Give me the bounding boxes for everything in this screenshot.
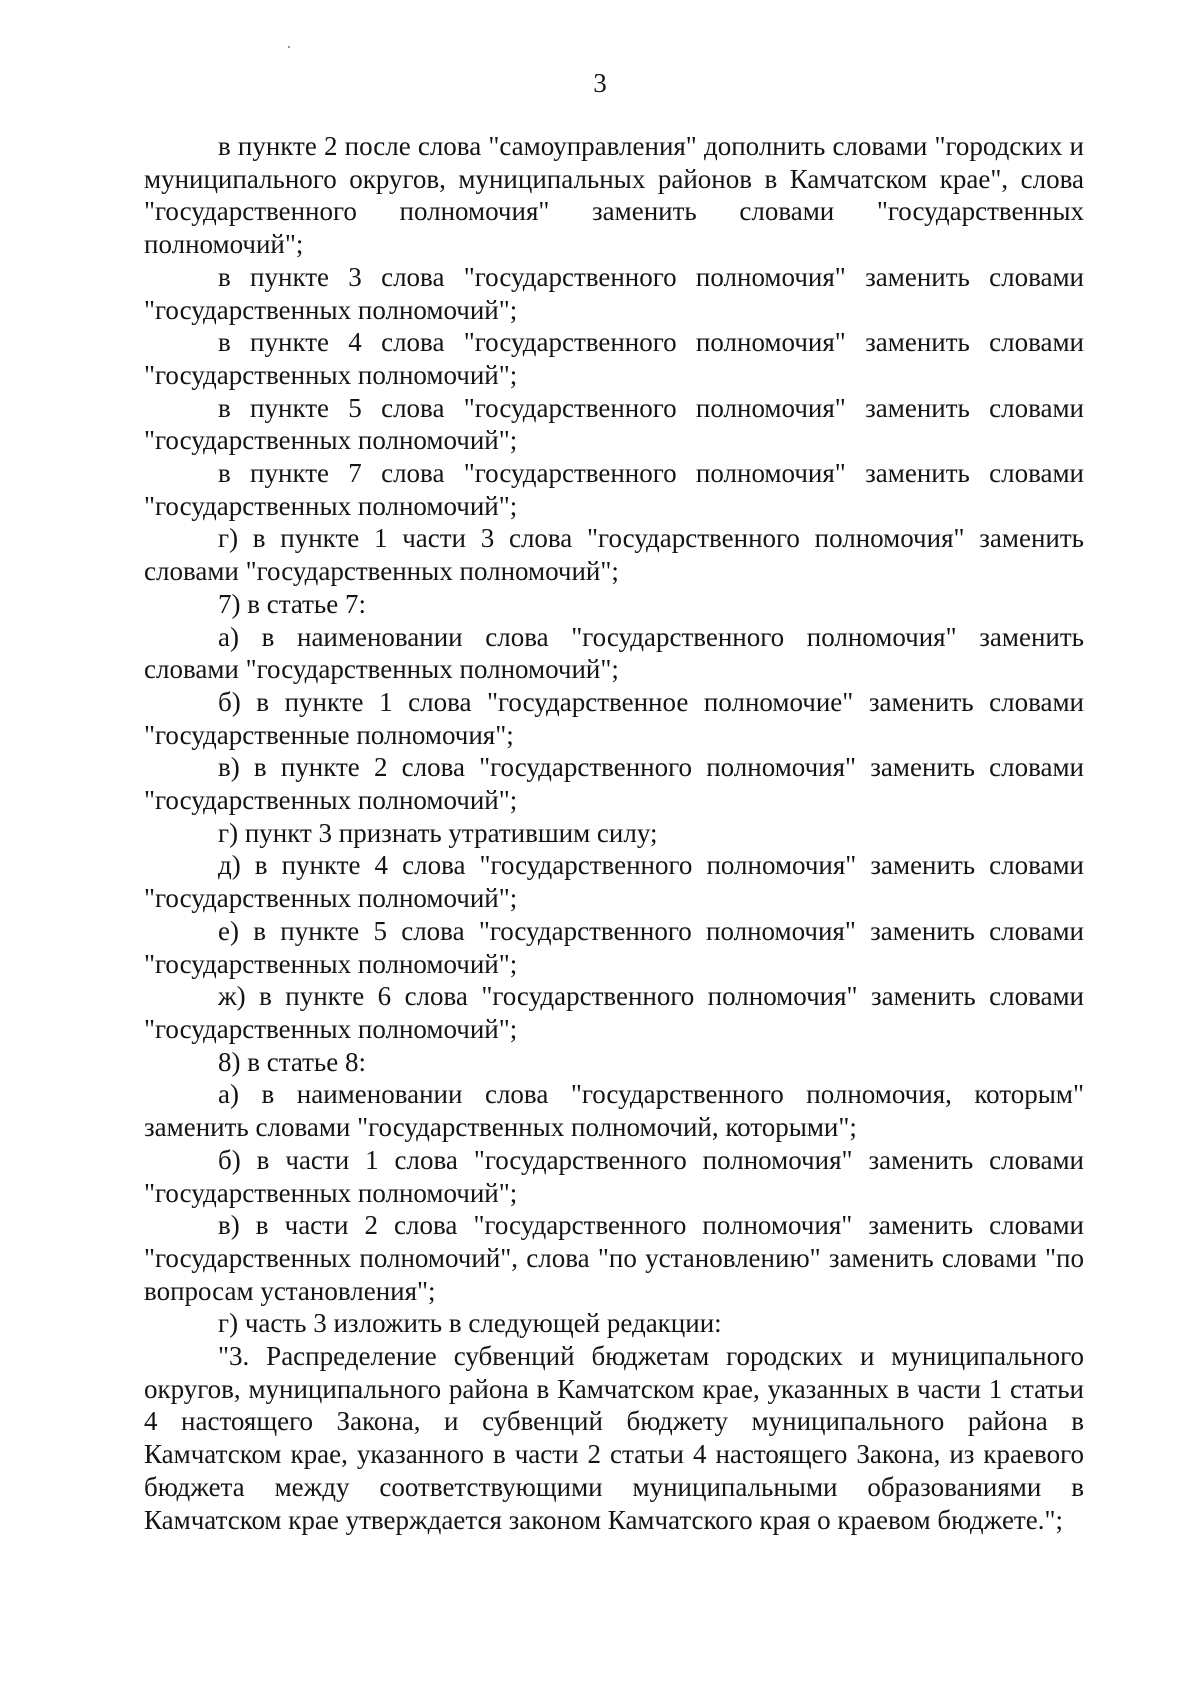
paragraph: в пункте 2 после слова "самоуправления" дополнить словами "городских и муниципального округов, муниципальных районов в Камчатском крае", слова "государственного полномочия" заменить словами "государственных полномочий"; bbox=[144, 131, 1084, 260]
paragraph: в пункте 7 слова "государственного полномочия" заменить словами "государственных полномочий"; bbox=[144, 458, 1084, 521]
paragraph: г) пункт 3 признать утратившим силу; bbox=[218, 817, 658, 848]
paragraph: в пункте 5 слова "государственного полномочия" заменить словами "государственных полномочий"; bbox=[144, 392, 1084, 456]
paragraph: а) в наименовании слова "государственного полномочия, которым" заменить словами "государственных полномочий, которыми"; bbox=[144, 1079, 1084, 1143]
paragraph: а) в наименовании слова "государственного полномочия" заменить словами "государственных полномочий"; bbox=[144, 621, 1084, 685]
paragraph: г) часть 3 изложить в следующей редакции: bbox=[218, 1308, 722, 1339]
paragraph: "3. Распределение субвенций бюджетам городских и муниципального округов, муниципального района в Камчатском крае, указанных в части 1 статьи 4 настоящего Закона, и субвенций бюджету муниципального района в Камчатском крае, указанного в части 2 статьи 4 настоящего Закона, из краевого бюджета между соответствующими муниципальными образованиями в Камчатском крае утверждается законом Камчатского края о краевом бюджете."; bbox=[144, 1341, 1084, 1535]
paragraph: е) в пункте 5 слова "государственного полномочия" заменить словами "государственных полномочий"; bbox=[144, 915, 1084, 979]
paragraph: б) в части 1 слова "государственного полномочия" заменить словами "государственных полномочий"; bbox=[144, 1144, 1084, 1208]
page-number: 3 bbox=[593, 68, 607, 98]
paragraph: 8) в статье 8: bbox=[218, 1046, 366, 1077]
paragraph: д) в пункте 4 слова "государственного полномочия" заменить словами "государственных полномочий"; bbox=[144, 850, 1084, 914]
paragraph: г) в пункте 1 части 3 слова "государственного полномочия" заменить словами "государственных полномочий"; bbox=[144, 523, 1084, 587]
paragraph: в пункте 4 слова "государственного полномочия" заменить словами "государственных полномочий"; bbox=[144, 327, 1084, 390]
paragraph: в) в пункте 2 слова "государственного полномочия" заменить словами "государственных полномочий"; bbox=[144, 752, 1084, 816]
document-body bbox=[144, 130, 1084, 1536]
paragraph: в) в части 2 слова "государственного полномочия" заменить словами "государственных полномочий", слова "по установлению" заменить словами "по вопросам установления"; bbox=[144, 1210, 1084, 1306]
paragraph: ж) в пункте 6 слова "государственного полномочия" заменить словами "государственных полномочий"; bbox=[144, 981, 1084, 1044]
scan-speck bbox=[288, 46, 290, 48]
paragraph: б) в пункте 1 слова "государственное полномочие" заменить словами "государственные полномочия"; bbox=[144, 686, 1084, 750]
paragraph: 7) в статье 7: bbox=[218, 588, 366, 619]
paragraph: в пункте 3 слова "государственного полномочия" заменить словами "государственных полномочий"; bbox=[144, 261, 1084, 325]
